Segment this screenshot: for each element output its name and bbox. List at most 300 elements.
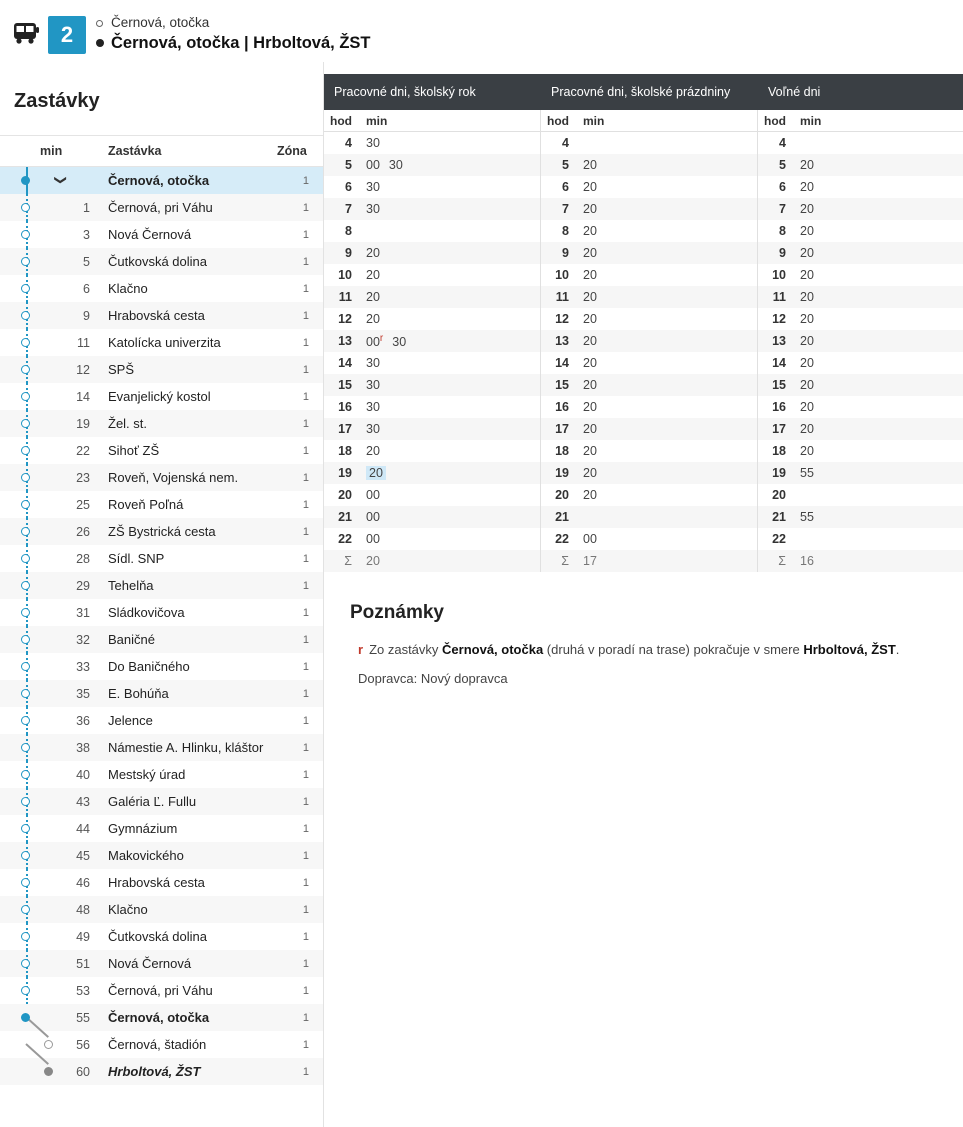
minutes-cell: [358, 246, 540, 260]
stop-name[interactable]: Černová, pri Váhu: [108, 983, 213, 998]
table-row[interactable]: [0, 329, 323, 356]
rail-col-header: [0, 136, 40, 167]
timetable-row: [324, 528, 540, 550]
note-bold-1: Černová, otočka: [442, 642, 544, 657]
stop-node-icon: [21, 1013, 30, 1022]
minutes-cell: [575, 554, 757, 568]
stop-name[interactable]: Baničné: [108, 632, 155, 647]
stop-node-icon: [21, 365, 30, 374]
timetable-row: [758, 330, 963, 352]
table-row[interactable]: [0, 896, 323, 923]
departure-minute[interactable]: 20: [800, 180, 814, 194]
stop-name[interactable]: Sihoť ZŠ: [108, 443, 160, 458]
stop-minute: 5: [83, 254, 90, 269]
stop-name[interactable]: Roveň Poľná: [108, 497, 184, 512]
stop-minute: 14: [76, 389, 90, 404]
minutes-cell: [575, 246, 757, 260]
destination-dot-icon: [96, 39, 104, 47]
departure-minute[interactable]: 20: [800, 378, 814, 392]
chevron-down-icon[interactable]: ❯: [54, 174, 69, 186]
stop-name[interactable]: Čutkovská dolina: [108, 929, 207, 944]
timetable-row: [758, 528, 963, 550]
stop-name[interactable]: E. Bohúňa: [108, 686, 169, 701]
departure-minute[interactable]: 20: [583, 444, 597, 458]
stop-minute: 56: [76, 1037, 90, 1052]
stop-zone: 1: [302, 930, 309, 943]
table-row[interactable]: [0, 410, 323, 437]
stop-name[interactable]: Nová Černová: [108, 227, 192, 242]
hour-cell: 5: [779, 158, 786, 172]
departure-minute[interactable]: 30: [366, 400, 380, 414]
timetable-row: [541, 198, 757, 220]
timetable-row: [541, 352, 757, 374]
hour-cell: 17: [555, 422, 569, 436]
timetable-row: [541, 462, 757, 484]
hour-cell: 12: [338, 312, 352, 326]
stop-name[interactable]: Jelence: [108, 713, 153, 728]
timetable-row: [324, 396, 540, 418]
timetable-subheader: [541, 110, 757, 132]
table-row[interactable]: [0, 248, 323, 275]
stop-minute: 26: [76, 524, 90, 539]
stop-rail-cell: [0, 437, 40, 464]
route-main-row: [96, 32, 371, 54]
stop-name[interactable]: Katolícka univerzita: [108, 335, 221, 350]
minutes-cell: [575, 290, 757, 304]
stop-minute: 43: [76, 794, 90, 809]
stop-name[interactable]: Čutkovská dolina: [108, 254, 207, 269]
origin-dot-icon: [96, 20, 103, 27]
stop-rail-cell: [0, 761, 40, 788]
departure-minute[interactable]: 30: [366, 136, 380, 150]
minutes-cell: [358, 444, 540, 458]
stop-rail-cell: [0, 896, 40, 923]
table-row[interactable]: [0, 518, 323, 545]
hour-cell: 22: [772, 532, 786, 546]
stop-minute: 51: [76, 956, 90, 971]
notes-title: Poznámky: [350, 602, 444, 623]
minutes-cell: [358, 510, 540, 524]
timetable-row: [324, 220, 540, 242]
stop-name[interactable]: Gymnázium: [108, 821, 178, 836]
timetable-column-holidays: [541, 110, 758, 572]
timetable-row: [758, 242, 963, 264]
hour-cell: 21: [772, 510, 786, 524]
stop-node-icon: [21, 797, 30, 806]
stop-zone: 1: [302, 552, 309, 565]
departure-minute[interactable]: 20: [366, 290, 380, 304]
minutes-cell: [358, 158, 540, 172]
departure-minute[interactable]: 30: [366, 356, 380, 370]
departure-minute[interactable]: 30: [366, 180, 380, 194]
departure-minute[interactable]: 20: [800, 422, 814, 436]
departure-minute[interactable]: 20: [800, 334, 814, 348]
stop-rail-cell: [0, 383, 40, 410]
stop-name[interactable]: Žel. st.: [108, 416, 148, 431]
departure-minute[interactable]: 20: [800, 158, 814, 172]
hour-cell: 13: [555, 334, 569, 348]
hour-cell: 11: [338, 290, 352, 304]
hour-cell: 15: [338, 378, 352, 392]
stop-name[interactable]: Klačno: [108, 902, 148, 917]
stop-name[interactable]: ZŠ Bystrická cesta: [108, 524, 216, 539]
departure-minute[interactable]: 20: [366, 268, 380, 282]
stop-zone: 1: [302, 849, 309, 862]
timetable-row: [758, 286, 963, 308]
minutes-cell: [792, 400, 963, 414]
departure-minute[interactable]: 20: [583, 290, 597, 304]
departure-minute[interactable]: 20: [800, 444, 814, 458]
table-row[interactable]: [0, 815, 323, 842]
stop-name[interactable]: Sídl. SNP: [108, 551, 165, 566]
table-row[interactable]: [0, 545, 323, 572]
stop-name[interactable]: Černová, otočka: [108, 1010, 210, 1025]
departure-minute[interactable]: 30: [366, 202, 380, 216]
stop-node-icon: [21, 743, 30, 752]
table-row[interactable]: [0, 599, 323, 626]
timetable-panel: [324, 62, 963, 1127]
stops-header-row: [0, 136, 323, 167]
minutes-cell: [358, 268, 540, 282]
minutes-cell: [358, 290, 540, 304]
stop-minute: 46: [76, 875, 90, 890]
hour-cell: 14: [772, 356, 786, 370]
departure-minute[interactable]: 30: [392, 335, 407, 350]
stop-node-icon: [21, 608, 30, 617]
table-row[interactable]: [0, 707, 323, 734]
table-row[interactable]: [0, 923, 323, 950]
timetable-row: [758, 484, 963, 506]
hour-cell: 8: [345, 224, 352, 238]
hour-cell: 4: [779, 136, 786, 150]
table-row[interactable]: [0, 653, 323, 680]
stop-rail-cell: [0, 194, 40, 221]
stop-node-icon: [44, 1067, 53, 1076]
minutes-cell: [792, 356, 963, 370]
stop-name[interactable]: Hrabovská cesta: [108, 308, 205, 323]
stop-name[interactable]: Makovického: [108, 848, 184, 863]
departure-minute[interactable]: 20: [800, 268, 814, 282]
table-row[interactable]: [0, 275, 323, 302]
stop-name[interactable]: Námestie A. Hlinku, kláštor: [108, 740, 264, 755]
stop-rail-cell: [0, 248, 40, 275]
table-row[interactable]: [0, 869, 323, 896]
minutes-cell: [792, 378, 963, 392]
stop-name[interactable]: Do Baničného: [108, 659, 190, 674]
hour-cell: 10: [772, 268, 786, 282]
table-row[interactable]: [0, 950, 323, 977]
departure-minute[interactable]: 20: [800, 290, 814, 304]
timetable-row: [758, 440, 963, 462]
table-row[interactable]: [0, 680, 323, 707]
table-row[interactable]: [0, 734, 323, 761]
stop-zone: 1: [302, 282, 309, 295]
table-row[interactable]: [0, 302, 323, 329]
departure-minute[interactable]: 55: [800, 510, 814, 524]
stop-name[interactable]: Hrboltová, ŽST: [108, 1064, 201, 1079]
stop-name[interactable]: Nová Černová: [108, 956, 192, 971]
stop-zone: 1: [302, 957, 309, 970]
table-row[interactable]: [0, 842, 323, 869]
stop-minute: 28: [76, 551, 90, 566]
route-origin-row: [96, 14, 371, 32]
stops-table: [0, 136, 323, 1085]
minutes-cell: [575, 224, 757, 238]
table-row[interactable]: [0, 383, 323, 410]
stop-rail-cell: [0, 680, 40, 707]
departure-minute[interactable]: 20: [583, 400, 597, 414]
minutes-cell: [575, 312, 757, 326]
table-row[interactable]: [0, 464, 323, 491]
stop-rail-cell: [0, 923, 40, 950]
line-number-badge[interactable]: 2: [48, 16, 86, 54]
hour-cell: 20: [555, 488, 569, 502]
minutes-cell: [792, 224, 963, 238]
timetable-row: [758, 352, 963, 374]
timetable-row: [758, 132, 963, 154]
bus-icon: [8, 16, 44, 52]
table-row[interactable]: [0, 194, 323, 221]
hour-cell: 12: [555, 312, 569, 326]
stop-minute: 40: [76, 767, 90, 782]
departure-minute[interactable]: 20: [366, 312, 380, 326]
timetable-row: [541, 176, 757, 198]
stop-zone: 1: [302, 363, 309, 376]
timetable-row: [758, 396, 963, 418]
stop-minute: 3: [83, 227, 90, 242]
stop-rail-cell: [0, 707, 40, 734]
stop-rail-cell: [0, 491, 40, 518]
departure-minute[interactable]: 20: [800, 356, 814, 370]
table-row[interactable]: [0, 626, 323, 653]
timetable-row: [541, 330, 757, 352]
departure-minute[interactable]: 20: [583, 268, 597, 282]
departure-minute[interactable]: 55: [800, 466, 814, 480]
stop-minute: 45: [76, 848, 90, 863]
stop-zone: 1: [302, 471, 309, 484]
stop-name[interactable]: Klačno: [108, 281, 148, 296]
min-col-header: min: [40, 136, 98, 167]
departure-minute[interactable]: 00: [366, 488, 380, 502]
departure-minute[interactable]: 20: [583, 356, 597, 370]
departure-minute[interactable]: 20: [583, 202, 597, 216]
timetable-row: [758, 176, 963, 198]
departure-minute[interactable]: 16: [800, 554, 814, 568]
stop-rail-cell: [0, 410, 40, 437]
timetable-row: [758, 374, 963, 396]
departure-minute[interactable]: 20: [800, 246, 814, 260]
stop-name[interactable]: Hrabovská cesta: [108, 875, 205, 890]
timetable-row: [541, 308, 757, 330]
timetable-subheader: [758, 110, 963, 132]
timetable-header: [324, 74, 963, 110]
stop-node-icon: [21, 311, 30, 320]
departure-minute[interactable]: 00$^r$: [366, 332, 384, 350]
stop-name[interactable]: Černová, pri Váhu: [108, 200, 213, 215]
timetable-row: [324, 132, 540, 154]
timetable-column-weekend: [758, 110, 963, 572]
departure-minute[interactable]: 00: [366, 158, 380, 172]
stop-node-icon: [21, 284, 30, 293]
timetable-row: [324, 506, 540, 528]
stop-name[interactable]: Mestský úrad: [108, 767, 186, 782]
hour-cell: 6: [779, 180, 786, 194]
timetable-row: [324, 286, 540, 308]
stop-node-icon: [21, 635, 30, 644]
stop-name[interactable]: Sládkovičova: [108, 605, 185, 620]
minutes-col-header: min: [583, 113, 605, 128]
stop-node-icon: [21, 689, 30, 698]
departure-minute[interactable]: 20: [800, 224, 814, 238]
stop-rail-cell: [0, 626, 40, 653]
table-row[interactable]: [0, 572, 323, 599]
timetable-row: [324, 330, 540, 352]
stop-zone: 1: [302, 444, 309, 457]
departure-minute[interactable]: 20: [800, 400, 814, 414]
timetable-row: [758, 264, 963, 286]
table-row[interactable]: [0, 977, 323, 1004]
departure-minute[interactable]: 20: [366, 554, 380, 568]
hour-cell: 7: [345, 202, 352, 216]
departure-minute[interactable]: 30: [366, 422, 380, 436]
table-row[interactable]: [0, 761, 323, 788]
hour-cell: 14: [555, 356, 569, 370]
departure-minute[interactable]: 20: [366, 444, 380, 458]
stop-rail-cell: [0, 734, 40, 761]
stop-node-icon: [21, 176, 30, 185]
hour-cell: 9: [345, 246, 352, 260]
table-row[interactable]: [0, 167, 323, 195]
stop-rail-cell: [0, 545, 40, 572]
table-row[interactable]: [0, 788, 323, 815]
stop-zone: 1: [302, 687, 309, 700]
departure-minute[interactable]: 20: [583, 488, 597, 502]
stop-minute: 6: [83, 281, 90, 296]
hour-cell: Σ: [344, 554, 352, 568]
stop-minute: 60: [76, 1064, 90, 1079]
departure-minute[interactable]: 20: [800, 312, 814, 326]
hour-cell: 9: [779, 246, 786, 260]
departure-minute[interactable]: 17: [583, 554, 597, 568]
stop-zone: 1: [302, 498, 309, 511]
stop-node-icon: [21, 338, 30, 347]
departure-minute[interactable]: 20: [583, 312, 597, 326]
stop-rail-cell: [0, 950, 40, 977]
stop-minute: 35: [76, 686, 90, 701]
hour-cell: 19: [555, 466, 569, 480]
hour-cell: 18: [772, 444, 786, 458]
stop-name[interactable]: Černová, otočka: [108, 173, 210, 188]
hour-cell: 20: [772, 488, 786, 502]
departure-minute[interactable]: 00: [583, 532, 597, 546]
minutes-cell: [792, 158, 963, 172]
minutes-cell: [792, 290, 963, 304]
hour-cell: 19: [338, 466, 352, 480]
hour-cell: 14: [338, 356, 352, 370]
stops-title: Zastávky: [14, 90, 100, 112]
stop-zone: 1: [302, 768, 309, 781]
minutes-cell: [575, 356, 757, 370]
table-row[interactable]: [0, 437, 323, 464]
minutes-cell: [575, 400, 757, 414]
stop-name[interactable]: Evanjelický kostol: [108, 389, 211, 404]
departure-minute[interactable]: 20: [366, 466, 386, 480]
stop-zone: 1: [302, 633, 309, 646]
hour-col-header: hod: [547, 113, 569, 128]
timetable-row: [324, 484, 540, 506]
departure-minute[interactable]: 20: [583, 158, 597, 172]
timetable: [324, 74, 963, 572]
departure-minute[interactable]: 00: [366, 510, 380, 524]
departure-minute[interactable]: 30: [388, 158, 403, 172]
stop-zone: 1: [302, 606, 309, 619]
stop-name[interactable]: Roveň, Vojenská nem.: [108, 470, 239, 485]
departure-minute[interactable]: 20: [583, 422, 597, 436]
timetable-row: [541, 220, 757, 242]
stop-node-icon: [21, 662, 30, 671]
stop-name[interactable]: Galéria Ľ. Fullu: [108, 794, 197, 809]
minutes-cell: [358, 136, 540, 150]
minutes-cell: [358, 488, 540, 502]
timetable-row: [541, 132, 757, 154]
stop-zone: 1: [302, 174, 309, 187]
timetable-row: [324, 242, 540, 264]
stop-name[interactable]: Černová, štadión: [108, 1037, 207, 1052]
stop-name[interactable]: SPŠ: [108, 362, 135, 377]
minutes-cell: [358, 333, 540, 349]
minutes-cell: [575, 268, 757, 282]
hour-cell: 22: [338, 532, 352, 546]
timetable-row: [541, 154, 757, 176]
minutes-cell: [358, 312, 540, 326]
stop-zone: 1: [302, 255, 309, 268]
departure-minute[interactable]: 20: [366, 246, 380, 260]
departure-minute[interactable]: 20: [583, 378, 597, 392]
timetable-sum-row: [541, 550, 757, 572]
stop-node-icon: [21, 230, 30, 239]
departure-minute[interactable]: 20: [583, 334, 597, 348]
hour-cell: 4: [345, 136, 352, 150]
minutes-cell: [575, 488, 757, 502]
hour-cell: 7: [779, 202, 786, 216]
departure-minute[interactable]: 30: [366, 378, 380, 392]
hour-cell: 13: [338, 334, 352, 348]
stop-node-icon: [21, 500, 30, 509]
minutes-cell: [358, 356, 540, 370]
timetable-row: [324, 352, 540, 374]
hour-cell: 15: [555, 378, 569, 392]
table-row[interactable]: [0, 221, 323, 248]
stop-minute: 9: [83, 308, 90, 323]
departure-minute[interactable]: 20: [583, 466, 597, 480]
hour-cell: 5: [562, 158, 569, 172]
departure-minute[interactable]: 20: [583, 180, 597, 194]
stop-zone: 1: [302, 309, 309, 322]
departure-minute[interactable]: 20: [583, 224, 597, 238]
stop-minute: 32: [76, 632, 90, 647]
departure-minute[interactable]: 00: [366, 532, 380, 546]
stop-zone: 1: [302, 876, 309, 889]
minutes-col-header: min: [366, 113, 388, 128]
table-row[interactable]: [0, 356, 323, 383]
departure-minute[interactable]: 20: [583, 246, 597, 260]
departure-minute[interactable]: 20: [800, 202, 814, 216]
table-row[interactable]: [0, 1004, 323, 1031]
timetable-row: [324, 462, 540, 484]
stop-rail-cell: [0, 572, 40, 599]
stop-name[interactable]: Tehelňa: [108, 578, 154, 593]
table-row[interactable]: [0, 491, 323, 518]
